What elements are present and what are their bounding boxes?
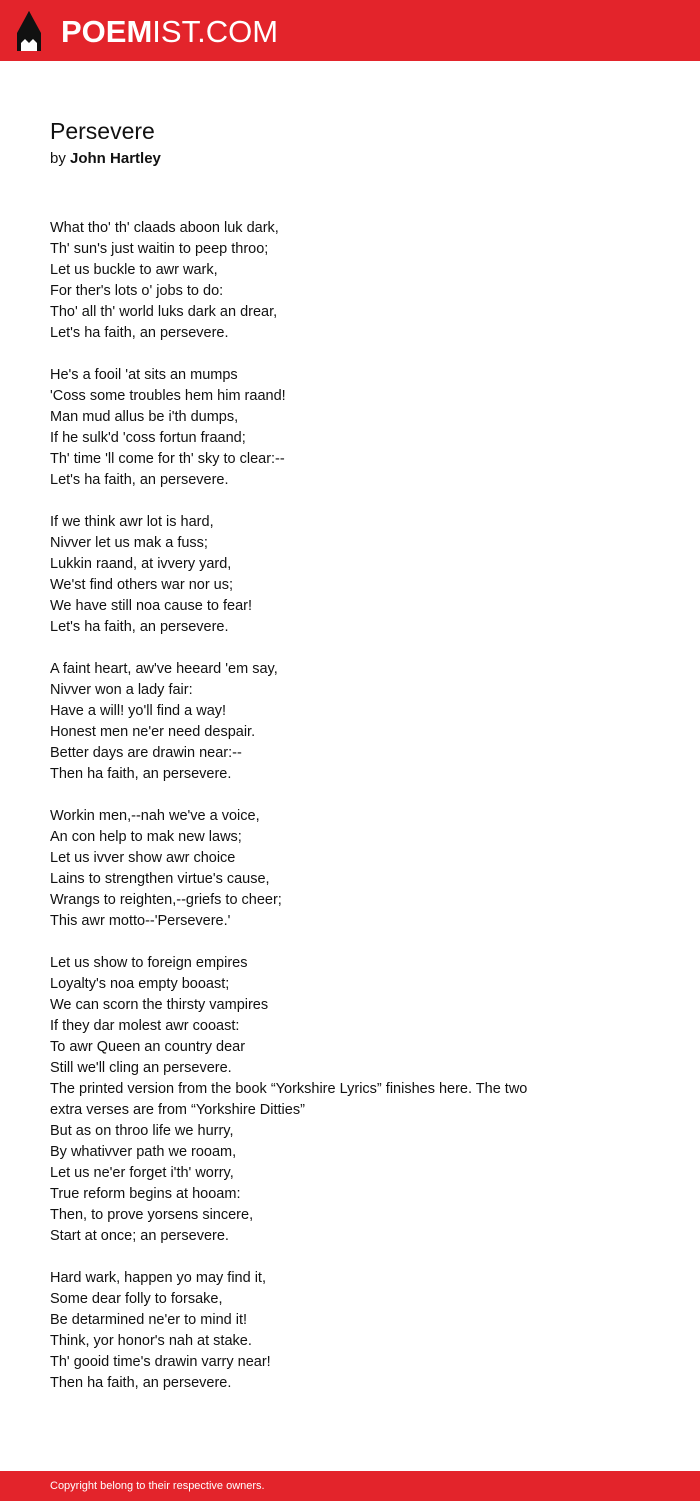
poem-line: Start at once; an persevere. [50,1228,229,1244]
poem-line: Let's ha faith, an persevere. [50,619,229,635]
stanza [50,512,650,638]
poem-body [50,218,650,1415]
poem-line: Have a will! yo'll find a way! [50,703,227,719]
logo-text-light: IST.COM [152,13,279,49]
poem-line: Loyalty's noa empty booast; [50,976,230,992]
poem-line: For ther's lots o' jobs to do: [50,283,224,299]
poem-line: Man mud allus be i'th dumps, [50,409,239,425]
poem-line: An con help to mak new laws; [50,829,242,845]
poem-line: Nivver won a lady fair: [50,682,193,698]
poem-line: Nivver let us mak a fuss; [50,535,208,551]
poem-line: If we think awr lot is hard, [50,514,214,530]
site-logo[interactable] [15,8,278,54]
poem-line: But as on throo life we hurry, [50,1123,234,1139]
by-prefix: by [50,150,66,167]
copyright-notice: Copyright belong to their respective owners. [50,1480,265,1492]
poem-line: Th' sun's just waitin to peep throo; [50,241,269,257]
poem-line: Better days are drawin near:-- [50,745,242,761]
editorial-note: The printed version from the book “Yorkshire Lyrics” finishes here. The two extra verses are from “Yorkshire Ditties” [50,1081,528,1118]
logo-text [61,13,279,49]
stanza [50,806,650,932]
poem-line: Workin men,--nah we've a voice, [50,808,260,824]
poem-line: Then, to prove yorsens sincere, [50,1207,254,1223]
poem-line: Wrangs to reighten,--griefs to cheer; [50,892,282,908]
poem-line: By whativver path we rooam, [50,1144,237,1160]
poem-line: Let us show to foreign empires [50,955,248,971]
poem-line: Lukkin raand, at ivvery yard, [50,556,232,572]
poem-line: Then ha faith, an persevere. [50,1375,232,1391]
poem-line: Let's ha faith, an persevere. [50,472,229,488]
poem-line: If they dar molest awr cooast: [50,1018,240,1034]
poem-line: True reform begins at hooam: [50,1186,241,1202]
poem-line: Let's ha faith, an persevere. [50,325,229,341]
poem-author: John Hartley [70,150,161,167]
stanza [50,1121,650,1247]
poem-line: Some dear folly to forsake, [50,1291,223,1307]
stanza [50,1268,650,1394]
poem-line: Th' time 'll come for th' sky to clear:-- [50,451,285,467]
poem-title: Persevere [50,118,155,144]
poem-line: Let us ivver show awr choice [50,850,236,866]
poem-line: A faint heart, aw've heeard 'em say, [50,661,278,677]
poem-line: We have still noa cause to fear! [50,598,253,614]
poem-line: Let us ne'er forget i'th' worry, [50,1165,234,1181]
poem-line: We can scorn the thirsty vampires [50,997,269,1013]
poem-line: Lains to strengthen virtue's cause, [50,871,270,887]
poem-line: Still we'll cling an persevere. [50,1060,232,1076]
poem-line: If he sulk'd 'coss fortun fraand; [50,430,246,446]
poem-line: Th' gooid time's drawin varry near! [50,1354,271,1370]
poem-line: Then ha faith, an persevere. [50,766,232,782]
poem-line: Tho' all th' world luks dark an drear, [50,304,278,320]
site-header [0,0,700,61]
pencil-icon [15,9,43,53]
poem-line: To awr Queen an country dear [50,1039,246,1055]
poem-line: Let us buckle to awr wark, [50,262,218,278]
poem-line: We'st find others war nor us; [50,577,234,593]
site-footer [0,1471,700,1501]
stanza [50,659,650,785]
poem-line: 'Coss some troubles hem him raand! [50,388,286,404]
poem-line: Honest men ne'er need despair. [50,724,256,740]
poem-line: Be detarmined ne'er to mind it! [50,1312,248,1328]
poem-line: He's a fooil 'at sits an mumps [50,367,238,383]
poem-byline [50,149,161,169]
stanza [50,953,650,1079]
logo-text-bold: POEM [61,13,153,49]
poem-line: Think, yor honor's nah at stake. [50,1333,252,1349]
stanza [50,218,650,344]
poem-line: This awr motto--'Persevere.' [50,913,231,929]
poem-line: What tho' th' claads aboon luk dark, [50,220,279,236]
stanza [50,365,650,491]
poem-line: Hard wark, happen yo may find it, [50,1270,266,1286]
